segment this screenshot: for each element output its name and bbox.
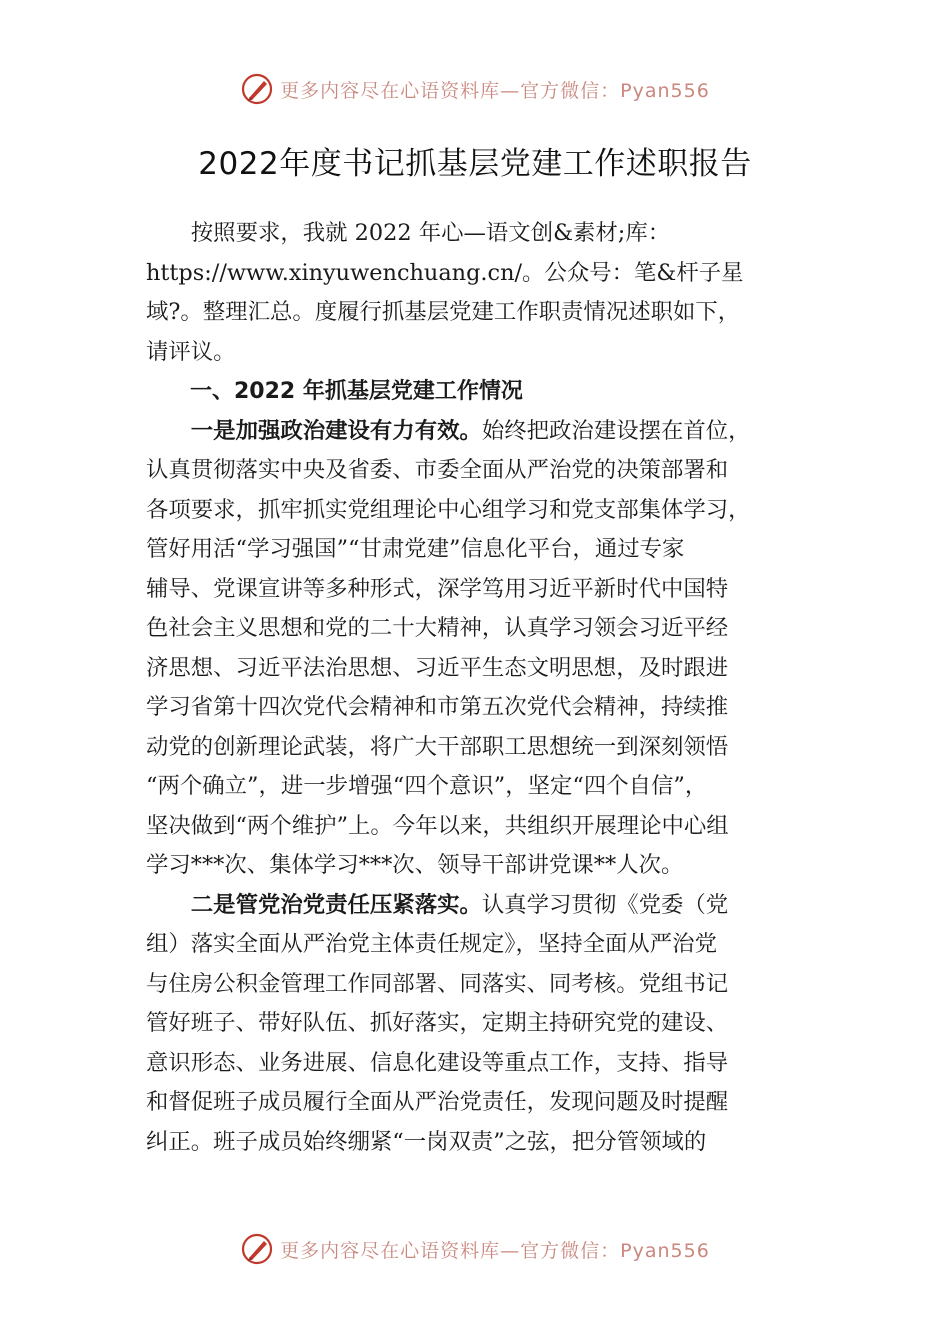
text-line: 二是管党治党责任压紧落实。认真学习贯彻《党委（党: [190, 891, 729, 918]
text-line: 组）落实全面从严治党主体责任规定》，坚持全面从严治党: [146, 931, 717, 957]
footer-banner: [0, 1232, 950, 1266]
text-line: 学习省第十四次党代会精神和市第五次党代会精神，持续推: [146, 694, 729, 720]
text-line: 与住房公积金管理工作同部署、同落实、同考核。党组书记: [146, 970, 729, 997]
text-line: 一是加强政治建设有力有效。始终把政治建设摆在首位，: [190, 417, 751, 444]
paragraph-party-responsibility: [146, 886, 836, 1163]
text-line: 按照要求，我就 2022 年心—语文创&素材;库：: [190, 220, 671, 246]
intro-paragraph: [146, 214, 836, 372]
banner-text: 更多内容尽在心语资料库—官方微信：Pyan556: [280, 79, 710, 102]
text-line: 管好用活“学习强国”“甘肃党建”信息化平台，通过专家: [146, 536, 685, 562]
quill-pen-logo-icon: [240, 72, 274, 106]
text-line: 管好班子、带好队伍、抓好落实，定期主持研究党的建设、: [146, 1010, 729, 1036]
lead-sentence: 一是加强政治建设有力有效。: [190, 417, 482, 444]
wechat-id: Pyan556: [620, 79, 710, 102]
section-heading: 一、2022 年抓基层党建工作情况: [190, 379, 523, 404]
text-line: 色社会主义思想和党的二十大精神，认真学习领会习近平经: [146, 615, 729, 641]
banner-text: 更多内容尽在心语资料库—官方微信：Pyan556: [280, 1239, 710, 1262]
document-title: 2022年度书记抓基层党建工作述职报告: [198, 146, 752, 182]
text-line: 请评议。: [146, 338, 236, 365]
lead-sentence: 二是管党治党责任压紧落实。: [190, 891, 482, 918]
wechat-id: Pyan556: [620, 1239, 710, 1262]
text-line: 意识形态、业务进展、信息化建设等重点工作，支持、指导: [146, 1049, 729, 1076]
text-line: 各项要求，抓牢抓实党组理论中心组学习和党支部集体学习，: [146, 496, 751, 523]
paragraph-political-building: [146, 412, 836, 886]
text-line: 动党的创新理论武装，将广大干部职工思想统一到深刻领悟: [146, 733, 729, 760]
header-banner: [0, 72, 950, 106]
text-line: “两个确立”，进一步增强“四个意识”，坚定“四个自信”，: [146, 773, 708, 799]
text-line: 和督促班子成员履行全面从严治党责任，发现问题及时提醒: [146, 1089, 729, 1115]
text-line: https://www.xinyuwenchuang.cn/。公众号：笔&杆子星: [146, 259, 744, 286]
text-line: 坚决做到“两个维护”上。今年以来，共组织开展理论中心组: [146, 812, 729, 839]
text-line: 纠正。班子成员始终绷紧“一岗双责”之弦，把分管领域的: [146, 1128, 707, 1155]
text-line: 认真贯彻落实中央及省委、市委全面从严治党的决策部署和: [146, 457, 729, 483]
document-body: [146, 214, 836, 1162]
text-line: 辅导、党课宣讲等多种形式，深学笃用习近平新时代中国特: [146, 575, 729, 602]
text-line: 域?。整理汇总。度履行抓基层党建工作职责情况述职如下，: [146, 299, 741, 325]
text-line: 济思想、习近平法治思想、习近平生态文明思想，及时跟进: [146, 654, 729, 681]
quill-pen-logo-icon: [240, 1232, 274, 1266]
text-line: 学习***次、集体学习***次、领导干部讲党课**人次。: [146, 852, 684, 878]
